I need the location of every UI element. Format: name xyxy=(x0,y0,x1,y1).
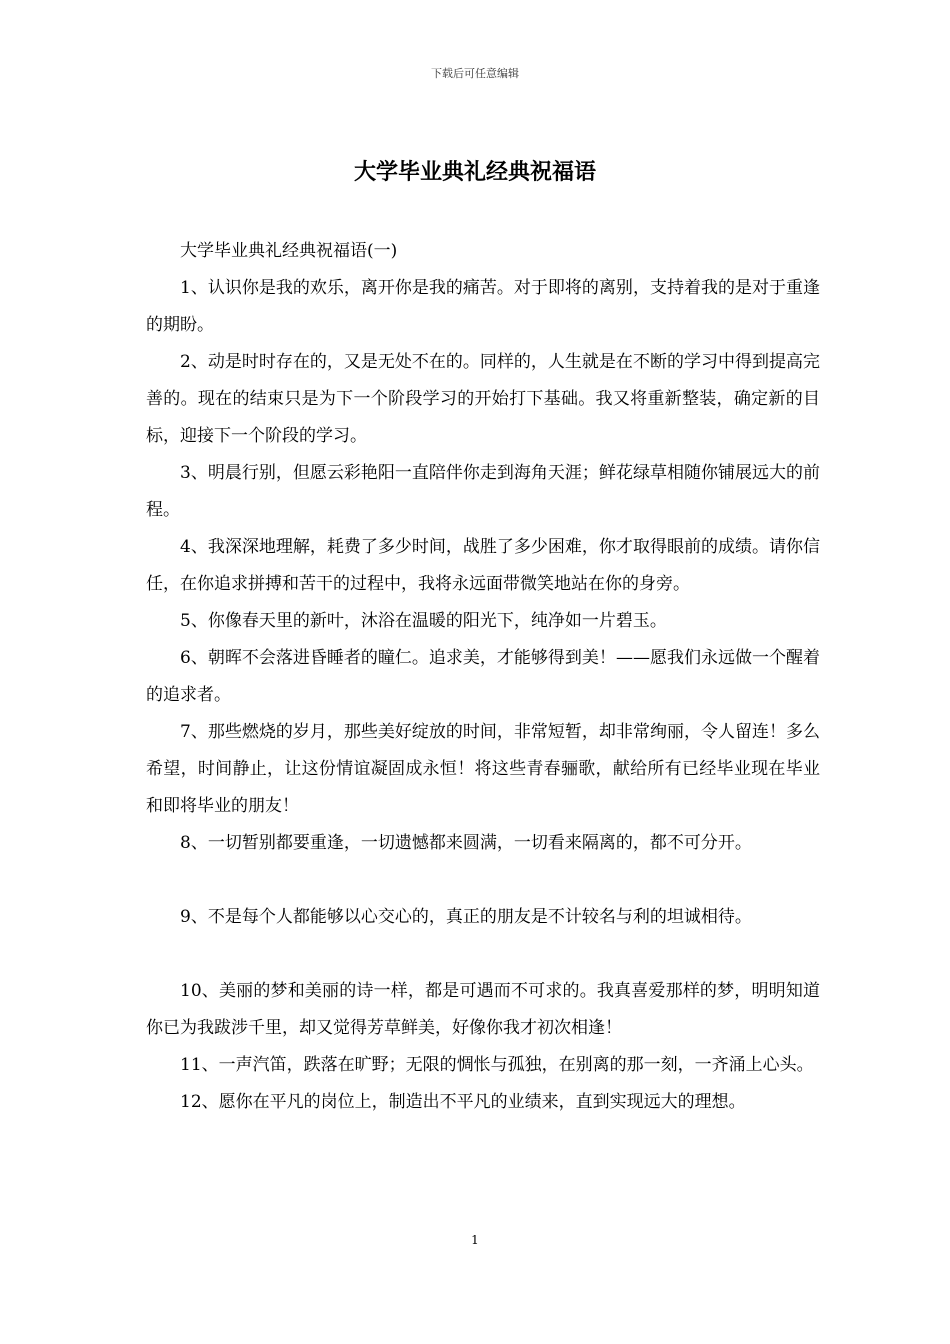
blessing-item-12: 12、愿你在平凡的岗位上，制造出不平凡的业绩来，直到实现远大的理想。 xyxy=(180,1092,746,1112)
blessing-item-3: 3、明晨行别，但愿云彩艳阳一直陪伴你走到海角天涯；鲜花绿草相随你铺展远大的前程。 xyxy=(146,463,820,520)
blessing-item-9: 9、不是每个人都能够以心交心的，真正的朋友是不计较名与利的坦诚相待。 xyxy=(180,907,752,927)
blessing-item-1: 1、认识你是我的欢乐，离开你是我的痛苦。对于即将的离别，支持着我的是对于重逢的期盼。 xyxy=(146,278,820,335)
blessing-item-11: 11、一声汽笛，跌落在旷野；无限的惆怅与孤独，在别离的那一刻，一齐涌上心头。 xyxy=(180,1055,814,1075)
section-heading: 大学毕业典礼经典祝福语(一) xyxy=(180,241,398,261)
page-number: 1 xyxy=(471,1233,479,1247)
blessing-item-4: 4、我深深地理解，耗费了多少时间，战胜了多少困难，你才取得眼前的成绩。请你信任，在你追求拼搏和苦干的过程中，我将永远面带微笑地站在你的身旁。 xyxy=(146,537,820,594)
blessing-item-10: 10、美丽的梦和美丽的诗一样，都是可遇而不可求的。我真喜爱那样的梦，明明知道你已为我跋涉千里，却又觉得芳草鲜美，好像你我才初次相逢！ xyxy=(146,981,820,1038)
blessing-item-7: 7、那些燃烧的岁月，那些美好绽放的时间，非常短暂，却非常绚丽，令人留连！多么希望，时间静止，让这份情谊凝固成永恒！将这些青春骊歌，献给所有已经毕业现在毕业和即将毕业的朋友！ xyxy=(146,722,820,816)
document-title: 大学毕业典礼经典祝福语 xyxy=(353,159,596,185)
header-note: 下载后可任意编辑 xyxy=(431,67,519,80)
document-body xyxy=(146,233,820,1121)
blessing-item-5: 5、你像春天里的新叶，沐浴在温暖的阳光下，纯净如一片碧玉。 xyxy=(180,611,667,631)
blessing-item-2: 2、动是时时存在的，又是无处不在的。同样的，人生就是在不断的学习中得到提高完善的。现在的结束只是为下一个阶段学习的开始打下基础。我又将重新整装，确定新的目标，迎接下一个阶段的学习。 xyxy=(146,352,820,446)
blessing-item-8: 8、一切暂别都要重逢，一切遗憾都来圆满，一切看来隔离的，都不可分开。 xyxy=(180,833,752,853)
blessing-item-6: 6、朝晖不会落进昏睡者的瞳仁。追求美，才能够得到美！——愿我们永远做一个醒着的追求者。 xyxy=(146,648,820,705)
